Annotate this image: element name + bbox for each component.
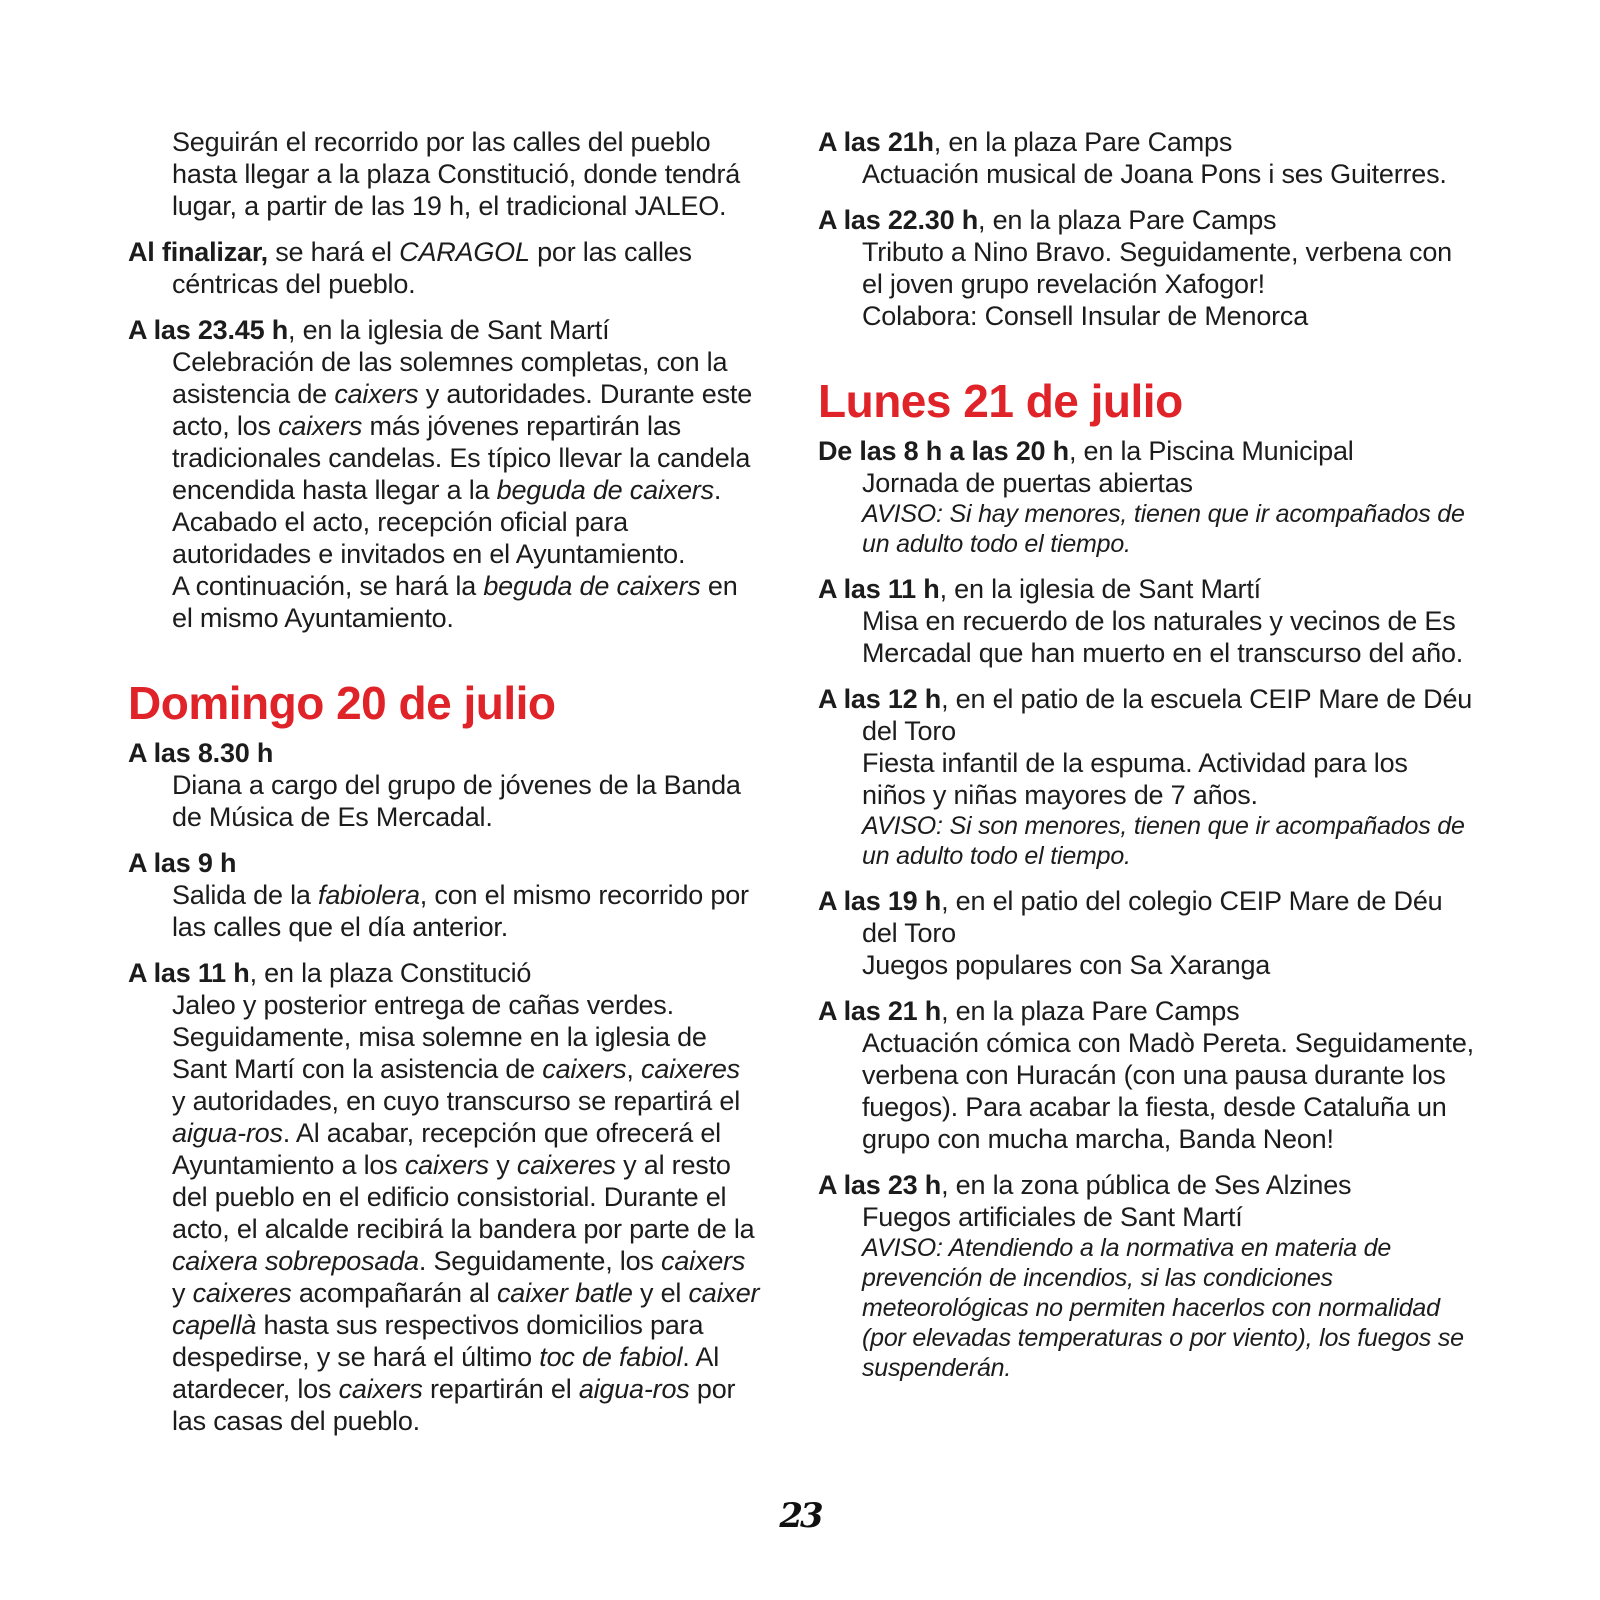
event-entry-830h	[128, 737, 760, 833]
event-entry-21h-lunes	[818, 995, 1478, 1155]
event-text: Al finalizar, se hará el CARAGOL por las calles céntricas del pueblo.	[128, 237, 692, 299]
event-time-place: A las 11 h, en la plaza Constitució	[128, 958, 532, 988]
page-number: 23	[779, 1496, 821, 1536]
event-description: Actuación musical de Joana Pons i ses Guiterres.	[862, 159, 1447, 189]
day-heading-domingo-20-julio: Domingo 20 de julio	[128, 677, 556, 729]
event-description: Jaleo y posterior entrega de cañas verdes. Seguidamente, misa solemne en la iglesia de Sant Martí con la asistencia de caixers, caixeres y autoridades, en cuyo transcurso se repartirá el aigua-ros. Al acabar, recepción que ofrecerá el Ayuntamiento a los caixers y caixeres y al resto del pueblo en el edificio consistorial. Durante el acto, el alcalde recibirá la bandera por parte de la caixera sobreposada. Seguidamente, los caixers y caixeres acompañarán al caixer batle y el caixer capellà hasta sus respectivos domicilios para despedirse, y se hará el último toc de fabiol. Al atardecer, los caixers repartirán el aigua-ros por las casas del pueblo.	[172, 990, 760, 1436]
event-time-place: A las 11 h, en la iglesia de Sant Martí	[818, 574, 1261, 604]
event-description: Actuación cómica con Madò Pereta. Seguidamente, verbena con Huracán (con una pausa durante los fuegos). Para acabar la fiesta, desde Cataluña un grupo con mucha marcha, Banda Neon!	[862, 1028, 1474, 1154]
event-entry-2345h	[128, 314, 760, 634]
left-column	[128, 126, 760, 1451]
event-collaborator: Colabora: Consell Insular de Menorca	[862, 301, 1309, 331]
event-description: Diana a cargo del grupo de jóvenes de la Banda de Música de Es Mercadal.	[172, 770, 741, 832]
event-description: Salida de la fabiolera, con el mismo recorrido por las calles que el día anterior.	[172, 880, 749, 942]
event-description: Juegos populares con Sa Xaranga	[862, 950, 1271, 980]
event-description: Fuegos artificiales de Sant Martí	[862, 1202, 1243, 1232]
event-entry-21h-sabado	[818, 126, 1478, 190]
event-entry-11h-domingo	[128, 957, 760, 1437]
event-notice: AVISO: Si hay menores, tienen que ir acompañados de un adulto todo el tiempo.	[862, 500, 1465, 558]
event-time-place: A las 21 h, en la plaza Pare Camps	[818, 996, 1240, 1026]
event-entry-12h	[818, 683, 1478, 871]
event-entry-19h	[818, 885, 1478, 981]
right-column	[818, 126, 1478, 1397]
event-time-place: A las 19 h, en el patio del colegio CEIP Mare de Déu del Toro	[818, 886, 1443, 948]
event-description: Celebración de las solemnes completas, con la asistencia de caixers y autoridades. Durante este acto, los caixers más jóvenes repartirán las tradicionales candelas. Es típico llevar la candela encendida hasta llegar a la beguda de caixers. Acabado el acto, recepción oficial para autoridades e invitados en el Ayuntamiento.	[172, 347, 753, 569]
event-description: Jornada de puertas abiertas	[862, 468, 1193, 498]
event-time-place: A las 23 h, en la zona pública de Ses Alzines	[818, 1170, 1352, 1200]
event-description: Misa en recuerdo de los naturales y vecinos de Es Mercadal que han muerto en el transcurso del año.	[862, 606, 1464, 668]
event-continuation-saturday: Seguirán el recorrido por las calles del pueblo hasta llegar a la plaza Constitució, donde tendrá lugar, a partir de las 19 h, el tradicional JALEO.	[172, 127, 741, 221]
event-description: A continuación, se hará la beguda de caixers en el mismo Ayuntamiento.	[172, 571, 738, 633]
event-time-place: De las 8 h a las 20 h, en la Piscina Municipal	[818, 436, 1354, 466]
day-heading-lunes-21-julio: Lunes 21 de julio	[818, 375, 1183, 427]
event-time-place: A las 8.30 h	[128, 738, 274, 768]
event-entry-11h-lunes	[818, 573, 1478, 669]
event-entry-9h	[128, 847, 760, 943]
event-description: Tributo a Nino Bravo. Seguidamente, verbena con el joven grupo revelación Xafogor!	[862, 237, 1452, 299]
event-entry-2230h	[818, 204, 1478, 332]
event-description: Fiesta infantil de la espuma. Actividad para los niños y niñas mayores de 7 años.	[862, 748, 1408, 810]
event-time-place: A las 9 h	[128, 848, 237, 878]
event-time-place: A las 12 h, en el patio de la escuela CEIP Mare de Déu del Toro	[818, 684, 1473, 746]
event-entry-23h	[818, 1169, 1478, 1383]
event-notice: AVISO: Atendiendo a la normativa en materia de prevención de incendios, si las condiciones meteorológicas no permiten hacerlos con normalidad (por elevadas temperaturas o por viento), los fuegos se suspenderán.	[862, 1234, 1464, 1382]
event-entry-al-finalizar	[128, 236, 760, 300]
event-entry-8h-20h	[818, 435, 1478, 559]
event-notice: AVISO: Si son menores, tienen que ir acompañados de un adulto todo el tiempo.	[862, 812, 1465, 870]
event-time-place: A las 21h, en la plaza Pare Camps	[818, 127, 1233, 157]
event-time-place: A las 22.30 h, en la plaza Pare Camps	[818, 205, 1277, 235]
event-time-place: A las 23.45 h, en la iglesia de Sant Martí	[128, 315, 610, 345]
